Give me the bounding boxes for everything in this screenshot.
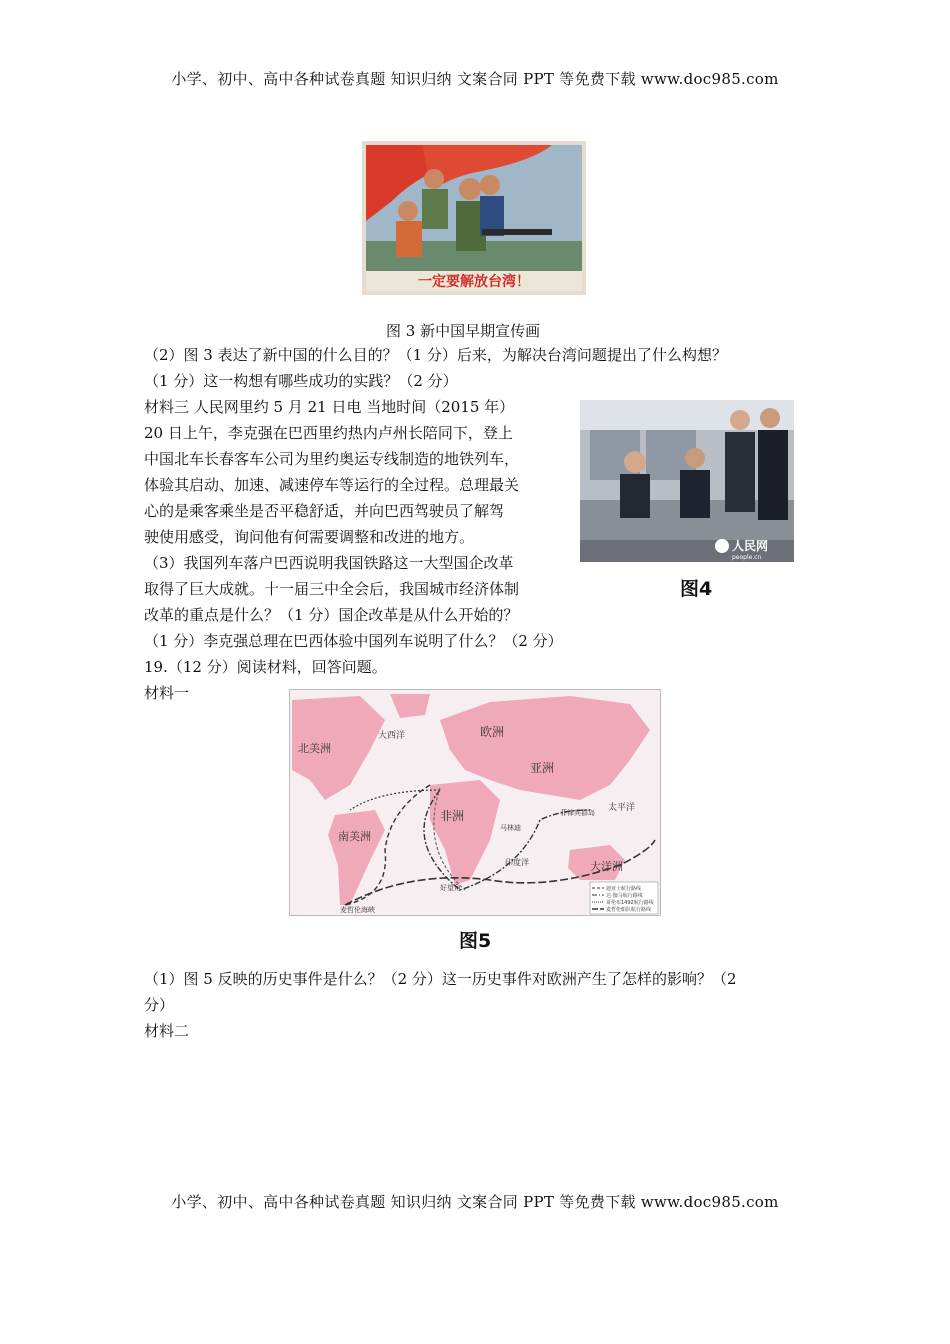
label-north-america: 北美洲 <box>298 742 331 755</box>
fig5-caption: 图5 <box>459 930 492 952</box>
q19-1-line-1: （1）图 5 反映的历史事件是什么？（2 分）这一历史事件对欧洲产生了怎样的影响？（2 <box>144 970 737 988</box>
subway-photo-image <box>580 400 794 562</box>
material3-line-6: 驶使用感受，询问他有何需要调整和改进的地方。 <box>144 528 475 546</box>
page-header: 小学、初中、高中各种试卷真题 知识归纳 文案合同 PPT 等免费下载 www.doc985.com <box>171 70 779 88</box>
label-cape: 好望角 <box>440 884 461 892</box>
voyage-routes-map <box>289 689 661 916</box>
material3-line-1: 材料三 人民网里约 5 月 21 日电 当地时间（2015 年） <box>144 398 515 416</box>
legend-item-2: 达·伽马航行路线 <box>606 893 643 899</box>
label-magellan: 麦哲伦海峡 <box>340 906 375 914</box>
q2-line-1: （2）图 3 表达了新中国的什么目的？（1 分）后来，为解决台湾问题提出了什么构想？ <box>144 346 727 364</box>
material3-line-4: 体验其启动、加速、减速停车等运行的全过程。总理最关 <box>144 476 520 494</box>
label-asia: 亚洲 <box>530 761 555 775</box>
material3-line-3: 中国北车长春客车公司为里约奥运专线制造的地铁列车， <box>144 450 520 468</box>
fig3-caption: 图 3 新中国早期宣传画 <box>386 322 541 340</box>
label-philippines: 菲律宾群岛 <box>560 809 595 817</box>
q3-line-1: （3）我国列车落户巴西说明我国铁路这一大型国企改革 <box>144 554 514 572</box>
q3-line-4: （1 分）李克强总理在巴西体验中国列车说明了什么？（2 分） <box>144 632 563 650</box>
q19-1-line-2: 分） <box>144 996 175 1014</box>
label-indian-ocean: 印度洋 <box>505 858 529 867</box>
q19-title: 19.（12 分）阅读材料，回答问题。 <box>144 658 387 676</box>
material2-label: 材料二 <box>144 1022 190 1040</box>
label-atlantic: 大西洋 <box>378 731 406 741</box>
legend-item-3: 哥伦布1492航行路线 <box>606 900 654 906</box>
material1-label: 材料一 <box>144 684 190 702</box>
legend-item-4: 麦哲伦船队航行路线 <box>606 907 652 913</box>
material3-line-5: 心的是乘客乘坐是否平稳舒适，并向巴西驾驶员了解驾 <box>144 502 505 520</box>
label-oceania: 大洋洲 <box>590 860 623 873</box>
poster-banner-text: 一定要解放台湾！ <box>418 274 530 290</box>
material3-line-2: 20 日上午，李克强在巴西里约热内卢州长陪同下，登上 <box>144 424 513 442</box>
fig4-watermark-sub: people.cn <box>732 554 762 561</box>
label-africa: 非洲 <box>440 809 465 823</box>
label-pacific: 太平洋 <box>608 803 636 813</box>
label-south-america: 南美洲 <box>338 830 371 843</box>
q2-line-2: （1 分）这一构想有哪些成功的实践？（2 分） <box>144 372 458 390</box>
label-europe: 欧洲 <box>480 725 505 739</box>
page-footer: 小学、初中、高中各种试卷真题 知识归纳 文案合同 PPT 等免费下载 www.doc985.com <box>171 1193 779 1211</box>
label-malabar: 马林迪 <box>500 824 521 832</box>
legend-item-1: 迪亚士航行路线 <box>606 886 642 892</box>
fig4-watermark: 人民网 <box>732 539 769 553</box>
q3-line-3: 改革的重点是什么？（1 分）国企改革是从什么开始的？ <box>144 606 519 624</box>
fig4-caption: 图4 <box>680 578 713 600</box>
q3-line-2: 取得了巨大成就。十一届三中全会后，我国城市经济体制 <box>144 580 520 598</box>
propaganda-poster-image <box>362 141 586 295</box>
